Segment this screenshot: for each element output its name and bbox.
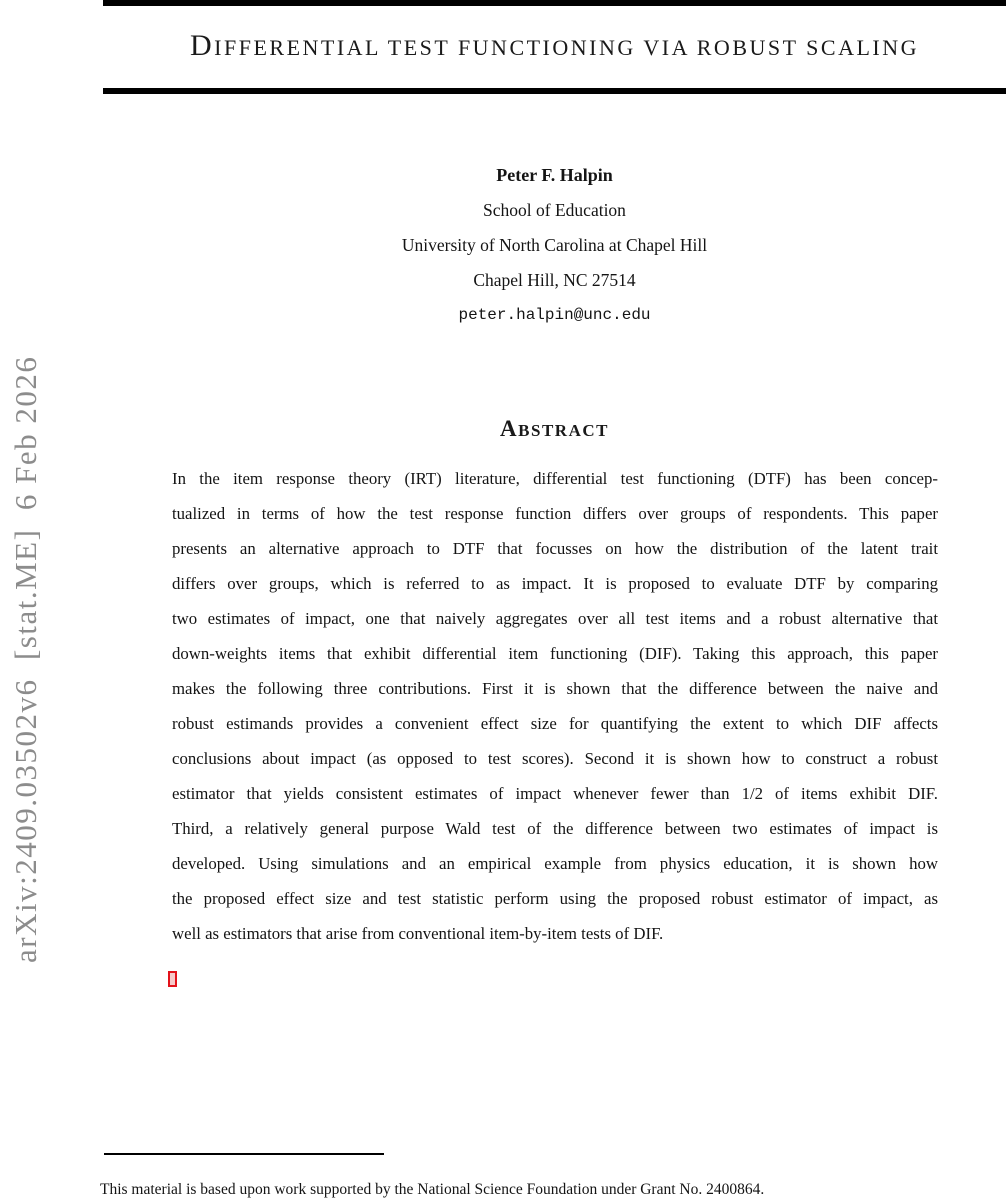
abstract-line: the proposed effect size and test statistic perform using the proposed robust estimator of impact, as [172, 889, 938, 908]
abstract-line: conclusions about impact (as opposed to test scores). Second it is shown how to construct a robust [172, 749, 938, 768]
abstract-heading: ABSTRACT [500, 416, 609, 441]
abstract-line: Third, a relatively general purpose Wald test of the difference between two estimates of impact is [172, 819, 938, 838]
abstract-text [172, 461, 938, 951]
abstract-line: estimator that yields consistent estimates of impact whenever fewer than 1/2 of items exhibit DIF. [172, 784, 938, 803]
abstract-line: differs over groups, which is referred to as impact. It is proposed to evaluate DTF by comparing [172, 574, 938, 593]
title-bottom-rule [103, 88, 1006, 94]
top-rule [103, 0, 1006, 6]
author-name: Peter F. Halpin [496, 165, 613, 185]
abstract-line: tualized in terms of how the test response function differs over groups of respondents. This paper [172, 504, 938, 523]
author-email: peter.halpin@unc.edu [458, 306, 651, 324]
arxiv-watermark: arXiv:2409.03502v6 [stat.ME] 6 Feb 2026 [8, 355, 43, 963]
footnote-text: This material is based upon work supported by the National Science Foundation under Grant No. 2400864. [100, 1181, 765, 1198]
abstract-line: In the item response theory (IRT) literature, differential test functioning (DTF) has been concep- [172, 469, 938, 488]
author-department: School of Education [483, 200, 626, 220]
abstract-line: makes the following three contributions. First it is shown that the difference between the naive and [172, 679, 938, 698]
paper-title: DIFFERENTIAL TEST FUNCTIONING VIA ROBUST SCALING [190, 29, 919, 62]
abstract-line: two estimates of impact, one that naively aggregates over all test items and a robust alternative that [172, 609, 938, 628]
abstract-line: developed. Using simulations and an empirical example from physics education, it is shown how [172, 854, 938, 873]
abstract-line: well as estimators that arise from conventional item-by-item tests of DIF. [172, 924, 664, 943]
author-university: University of North Carolina at Chapel Hill [401, 235, 708, 255]
author-city: Chapel Hill, NC 27514 [473, 270, 636, 290]
abstract-line: robust estimands provides a convenient effect size for quantifying the extent to which DIF affects [172, 714, 938, 733]
author-block [103, 158, 1006, 333]
abstract-line: presents an alternative approach to DTF that focusses on how the distribution of the latent trait [172, 539, 938, 558]
abstract-line: down-weights items that exhibit differential item functioning (DIF). Taking this approach, this paper [172, 644, 938, 663]
footnote-link-marker[interactable] [168, 971, 177, 987]
footnote-rule [104, 1153, 384, 1155]
